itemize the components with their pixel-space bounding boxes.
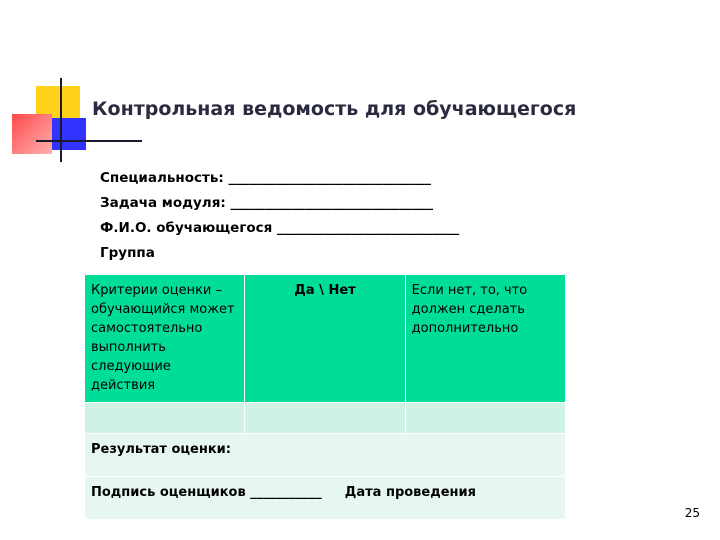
result-label: Результат оценки: <box>85 434 566 477</box>
if-no-header: Если нет, то, что должен сделать дополнительно <box>405 275 565 403</box>
result-row <box>85 434 566 477</box>
decor-red-square <box>12 114 52 154</box>
signature-label: Подпись оценщиков ___________ <box>91 485 322 500</box>
decor-horizontal-line <box>36 140 142 142</box>
if-no-cell[interactable] <box>405 403 565 434</box>
criteria-cell[interactable] <box>85 403 245 434</box>
yes-no-cell[interactable] <box>245 403 405 434</box>
decor-blue-square <box>52 118 86 150</box>
table-header-row <box>85 275 566 403</box>
student-name-field: Ф.И.О. обучающегося ___________________________ <box>100 220 460 236</box>
table-row <box>85 403 566 434</box>
page-title: Контрольная ведомость для обучающегося <box>92 98 577 120</box>
decor-vertical-line <box>60 78 62 162</box>
criteria-header: Критерии оценки – обучающийся может самостоятельно выполнить следующие действия <box>85 275 245 403</box>
info-fields <box>100 166 459 266</box>
specialty-field: Специальность: ______________________________ <box>100 170 431 186</box>
signature-row <box>85 477 566 520</box>
module-task-field: Задача модуля: ______________________________ <box>100 195 433 211</box>
assessment-table <box>84 274 566 520</box>
page-number: 25 <box>684 506 700 520</box>
date-label: Дата проведения <box>344 485 476 500</box>
yes-no-header: Да \ Нет <box>245 275 405 403</box>
signature-cell <box>85 477 566 520</box>
group-field: Группа <box>100 245 155 261</box>
